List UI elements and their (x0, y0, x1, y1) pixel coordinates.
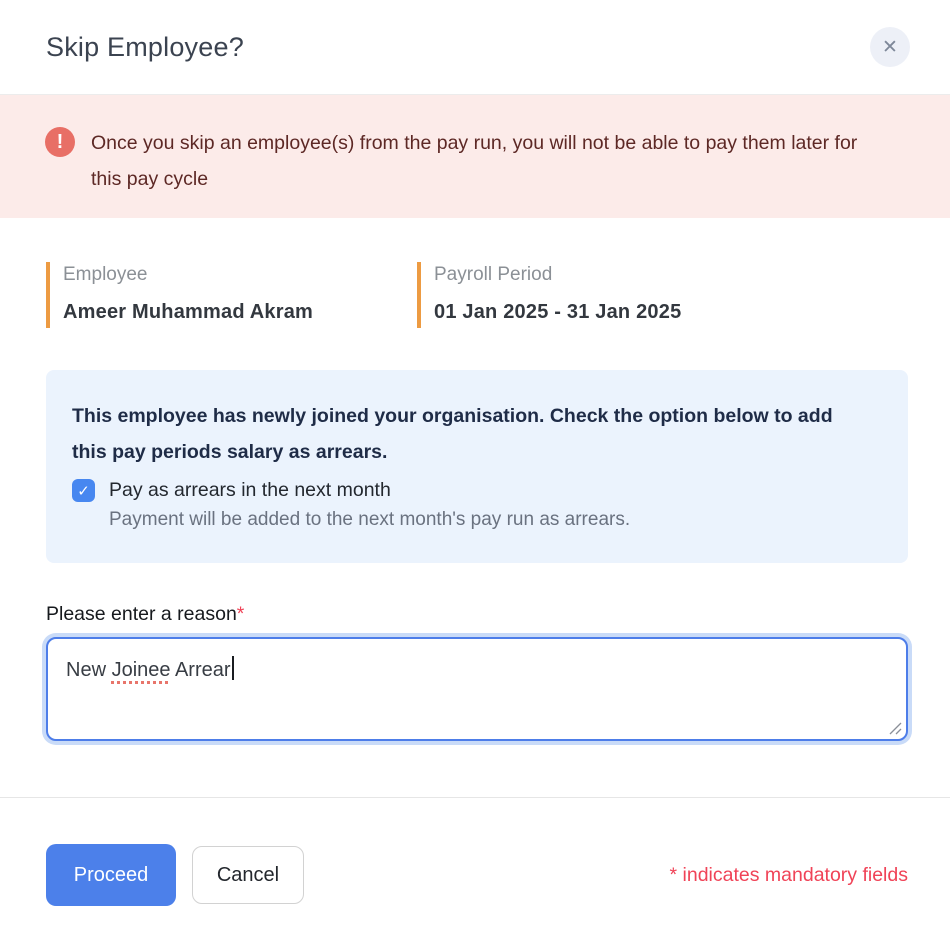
close-icon: ✕ (882, 36, 898, 58)
payroll-period-label: Payroll Period (434, 264, 553, 285)
reason-label: Please enter a reason (46, 603, 237, 625)
employee-detail (46, 262, 417, 328)
warning-banner (0, 95, 950, 218)
reason-textarea[interactable] (46, 637, 908, 741)
cancel-button[interactable]: Cancel (192, 846, 304, 904)
reason-text-after: Arrear (170, 659, 231, 681)
employee-name: Ameer Muhammad Akram (63, 301, 314, 323)
text-cursor (232, 656, 234, 680)
reason-label-row (46, 603, 908, 626)
alert-glyph: ! (56, 130, 64, 153)
arrears-message: This employee has newly joined your organisation. Check the option below to add this pay periods salary as arrears. (72, 405, 833, 463)
dialog-title: Skip Employee? (46, 31, 244, 62)
dialog-header (0, 0, 950, 95)
details-row (46, 262, 908, 328)
payroll-period-detail (417, 262, 681, 328)
reason-text-before: New (66, 659, 112, 681)
mandatory-fields-note: * indicates mandatory fields (669, 863, 908, 886)
dialog-footer (0, 798, 950, 906)
alert-circle-icon (45, 127, 75, 157)
dialog-body (0, 262, 950, 741)
arrears-checkbox-label: Pay as arrears in the next month (109, 479, 391, 501)
pay-as-arrears-option[interactable] (72, 479, 882, 502)
close-button[interactable] (870, 27, 910, 67)
payroll-period-value: 01 Jan 2025 - 31 Jan 2025 (434, 301, 682, 323)
employee-label: Employee (63, 264, 148, 285)
arrears-info-box (46, 370, 908, 563)
warning-message: Once you skip an employee(s) from the pay run, you will not be able to pay them later for this pay cycle (91, 132, 858, 190)
arrears-checkbox[interactable] (72, 479, 95, 502)
resize-handle-icon[interactable] (889, 722, 902, 735)
reason-text-misspelled: Joinee (111, 659, 171, 681)
arrears-helper-text: Payment will be added to the next month's pay run as arrears. (109, 509, 631, 530)
required-asterisk: * (236, 603, 245, 625)
proceed-button[interactable]: Proceed (46, 844, 176, 906)
checkmark-icon: ✓ (77, 482, 90, 500)
